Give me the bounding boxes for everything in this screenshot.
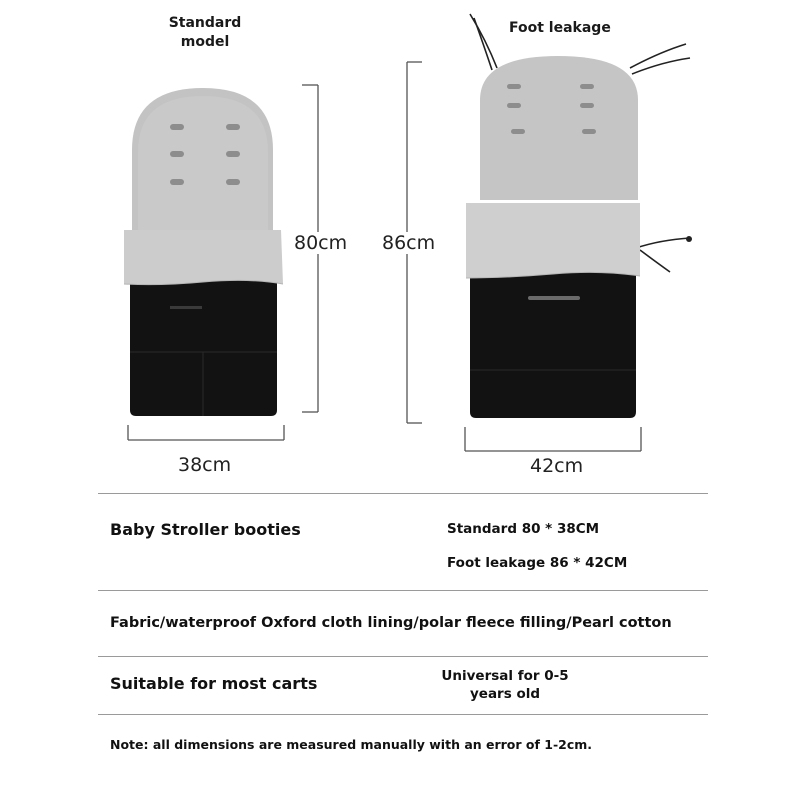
divider [98,493,708,494]
suitable-text: Suitable for most carts [110,674,318,693]
foot-leakage-footmuff [466,14,692,418]
product-name: Baby Stroller booties [110,520,301,539]
standard-footmuff [124,88,283,416]
standard-height-label: 80cm [294,232,348,254]
fabric-description: Fabric/waterproof Oxford cloth lining/polar fleece filling/Pearl cotton [110,615,672,631]
foot-leakage-label: Foot leakage [509,20,611,36]
divider [98,656,708,657]
foot-size: Foot leakage 86 * 42CM [447,555,628,571]
age-range: Universal for 0-5 years old [441,668,569,702]
standard-width-label: 38cm [178,454,232,476]
measurement-note: Note: all dimensions are measured manually with an error of 1-2cm. [110,737,593,752]
foot-width-label: 42cm [530,455,584,477]
standard-model-label: Standard model [168,15,242,50]
divider [98,714,708,715]
foot-height-label: 86cm [382,232,436,254]
divider [98,590,708,591]
standard-size: Standard 80 * 38CM [447,521,600,537]
